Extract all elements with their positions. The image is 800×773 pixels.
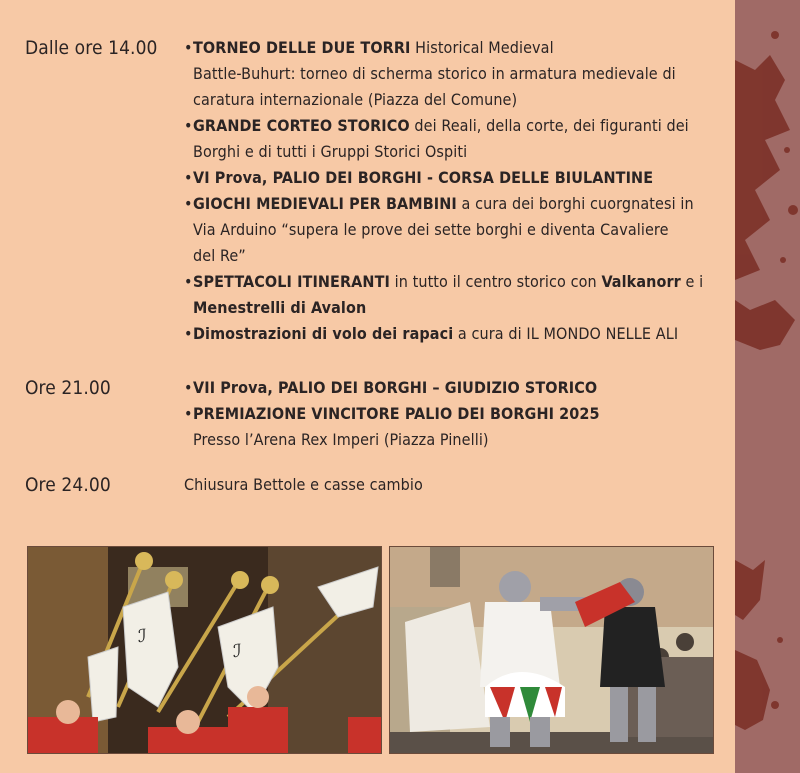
schedule-item-line [193,191,724,217]
schedule-time: Ore 24.00 [25,474,111,496]
schedule-item-line [193,113,724,139]
body-text: Via Arduino “supera le prove dei sette borghi e diventa Cavaliere [193,220,669,239]
highlight-text: Valkanorr [601,272,681,291]
highlight-text: Dimostrazioni di volo dei rapaci [193,324,454,343]
bullet-icon: • [184,404,193,423]
body-text: e i [680,272,704,291]
bullet-icon: • [184,38,193,57]
body-text: a cura di IL MONDO NELLE ALI [453,324,679,343]
schedule-item-line [193,217,724,243]
body-text: in tutto il centro storico con [389,272,602,291]
schedule-item [184,472,724,498]
schedule-items [184,472,724,498]
schedule-item-line [193,35,724,61]
schedule-item-line [193,269,724,295]
bullet-icon: • [184,194,193,213]
schedule-item-line [193,321,724,347]
schedule-item-line [193,295,724,321]
schedule-item [184,269,724,321]
schedule-item [184,113,724,165]
highlight-text: VII Prova, PALIO DEI BORGHI – GIUDIZIO STORICO [193,378,598,397]
bullet-icon: • [184,168,193,187]
highlight-text: VI Prova, PALIO DEI BORGHI - CORSA DELLE BIULANTINE [193,168,654,187]
schedule-item-line [193,243,724,269]
bullet-icon: • [184,378,193,397]
schedule-items [184,375,724,453]
schedule-items [184,35,724,347]
body-text: a cura dei borghi cuorgnatesi in [456,194,694,213]
svg-text:ℐ: ℐ [138,626,147,647]
body-text: caratura internazionale (Piazza del Comune) [193,90,518,109]
body-text: Chiusura Bettole e casse cambio [184,475,423,494]
body-text: Presso l’Arena Rex Imperi (Piazza Pinelli) [193,430,489,449]
schedule-item-line [193,375,724,401]
bullet-icon: • [184,324,193,343]
highlight-text: GIOCHI MEDIEVALI PER BAMBINI [193,194,457,213]
bullet-icon: • [184,116,193,135]
schedule-item-line [193,165,724,191]
schedule-item [184,401,724,453]
schedule-item-line [184,472,724,498]
highlight-text: Menestrelli di Avalon [193,298,367,317]
schedule-item [184,375,724,401]
schedule-item [184,191,724,269]
svg-text:ℐ: ℐ [233,641,242,662]
body-text: dei Reali, della corte, dei figuranti dei [409,116,689,135]
schedule-item-line [193,427,724,453]
bullet-icon: • [184,272,193,291]
body-text: Borghi e di tutti i Gruppi Storici Ospiti [193,142,468,161]
decorative-sidebar [735,0,800,773]
photo-knights-fighting [389,546,714,754]
highlight-text: GRANDE CORTEO STORICO [193,116,410,135]
ink-splatter-decoration [735,0,800,773]
schedule-item [184,321,724,347]
highlight-text: SPETTACOLI ITINERANTI [193,272,390,291]
photo-flag-bearers [27,546,382,754]
schedule-item [184,35,724,113]
schedule-time: Dalle ore 14.00 [25,37,158,59]
highlight-text: PREMIAZIONE VINCITORE PALIO DEI BORGHI 2025 [193,404,600,423]
schedule-item-line [193,401,724,427]
schedule-item-line [193,87,724,113]
body-text: Historical Medieval [410,38,554,57]
body-text: Battle-Buhurt: torneo di scherma storico in armatura medievale di [193,64,676,83]
schedule-item-line [193,139,724,165]
schedule-time: Ore 21.00 [25,377,111,399]
schedule-item-line [193,61,724,87]
schedule-item [184,165,724,191]
body-text: del Re” [193,246,246,265]
highlight-text: TORNEO DELLE DUE TORRI [193,38,411,57]
